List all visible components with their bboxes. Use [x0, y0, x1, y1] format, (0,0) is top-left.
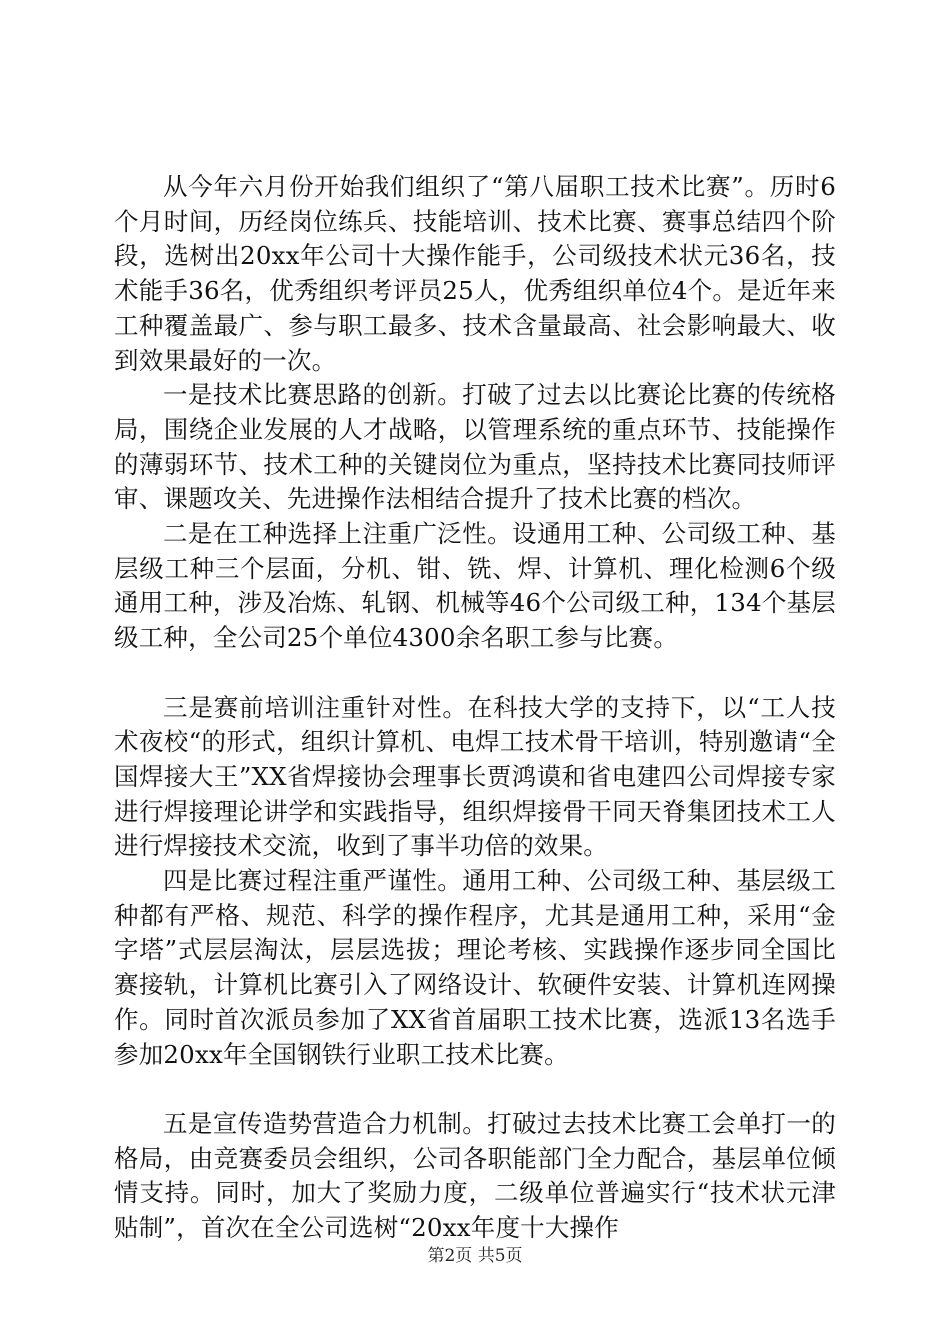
paragraph-item-3: 三是赛前培训注重针对性。在科技大学的支持下，以“工人技术夜校“的形式，组织计算机、电焊工技术骨干培训，特别邀请“全国焊接大王”XX省焊接协会理事长贾鸿谟和省电建四公司焊接专家进行焊接理论讲学和实践指导，组织焊接骨干同天脊集团技术工人进行焊接技术交流，收到了事半功倍的效果。	[114, 692, 836, 861]
document-body	[114, 170, 836, 1246]
paragraph-intro: 从今年六月份开始我们组织了“第八届职工技术比赛”。历时6个月时间，历经岗位练兵、技能培训、技术比赛、赛事总结四个阶段，选树出20xx年公司十大操作能手，公司级技术状元36名，技术能手36名，优秀组织考评员25人，优秀组织单位4个。是近年来工种覆盖最广、参与职工最多、技术含量最高、社会影响最大、收到效果最好的一次。	[114, 172, 836, 375]
paragraph-item-2: 二是在工种选择上注重广泛性。设通用工种、公司级工种、基层级工种三个层面，分机、钳、铣、焊、计算机、理化检测6个级通用工种，涉及冶炼、轧钢、机械等46个公司级工种，134个基层级工种，全公司25个单位4300余名职工参与比赛。	[114, 519, 836, 653]
page-number-footer: 第2页 共5页	[427, 1246, 523, 1266]
paragraph-item-5: 五是宣传造势营造合力机制。打破过去技术比赛工会单打一的格局，由竞赛委员会组织，公司各职能部门全力配合，基层单位倾情支持。同时，加大了奖励力度，二级单位普遍实行“技术状元津贴制”，首次在全公司选树“20xx年度十大操作	[114, 1108, 836, 1243]
paragraph-item-4: 四是比赛过程注重严谨性。通用工种、公司级工种、基层级工种都有严格、规范、科学的操作程序，尤其是通用工种，采用“金字塔”式层层淘汰，层层选拔；理论考核、实践操作逐步同全国比赛接轨，计算机比赛引入了网络设计、软硬件安装、计算机连网操作。同时首次派员参加了XX省首届职工技术比赛，选派13名选手参加20xx年全国钢铁行业职工技术比赛。	[114, 866, 836, 1069]
paragraph-item-1: 一是技术比赛思路的创新。打破了过去以比赛论比赛的传统格局，围绕企业发展的人才战略，以管理系统的重点环节、技能操作的薄弱环节、技术工种的关键岗位为重点，坚持技术比赛同技师评审、课题攻关、先进操作法相结合提升了技术比赛的档次。	[114, 380, 836, 514]
